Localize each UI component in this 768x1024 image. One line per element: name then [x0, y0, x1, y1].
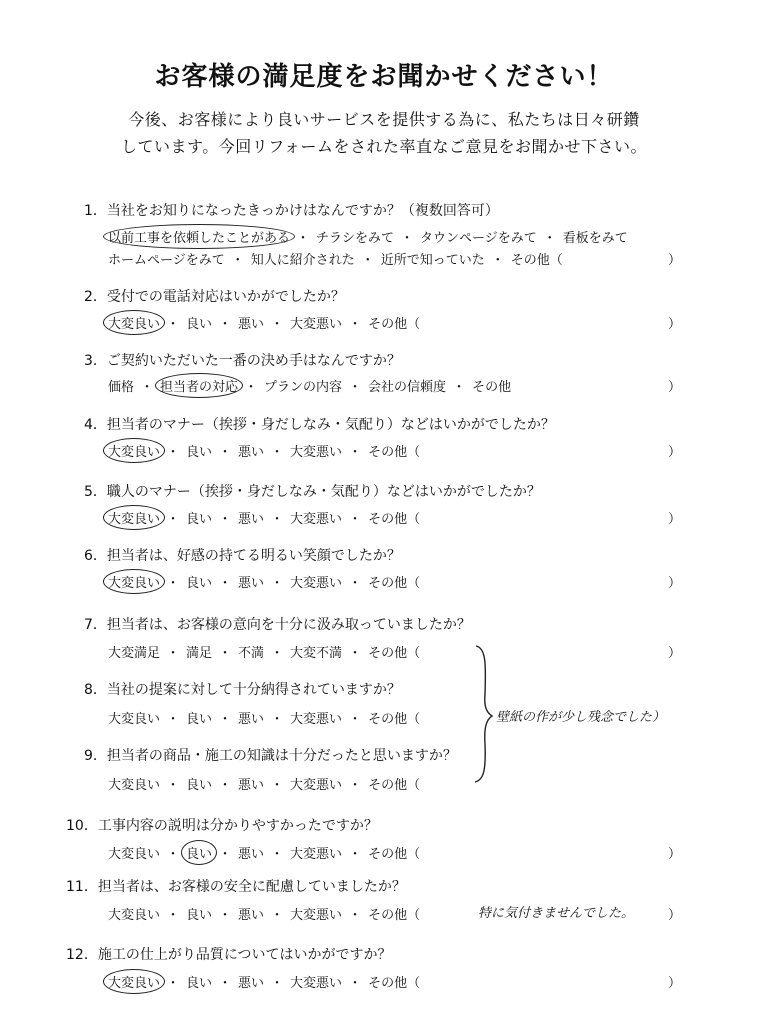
- close-paren: ）: [668, 445, 682, 460]
- close-paren: ）: [668, 253, 682, 268]
- option[interactable]: その他（: [368, 317, 421, 332]
- option[interactable]: 良い: [186, 712, 213, 727]
- options-q9: 大変良い ・ 良い ・ 悪い ・ 大変悪い ・ その他（: [108, 774, 420, 793]
- question-text: 施工の仕上がり品質についてはいかがですか？: [97, 947, 392, 963]
- options-q8: 大変良い ・ 良い ・ 悪い ・ 大変悪い ・ その他（: [108, 708, 420, 727]
- option[interactable]: 良い: [186, 976, 213, 991]
- option[interactable]: 価格: [108, 380, 135, 395]
- option-circled[interactable]: 担当者の対応: [160, 376, 238, 395]
- option[interactable]: 満足: [186, 646, 213, 661]
- option-circled[interactable]: 大変良い: [108, 972, 160, 991]
- option[interactable]: 大変悪い: [290, 976, 343, 991]
- option[interactable]: 悪い: [238, 317, 265, 332]
- option[interactable]: その他（: [510, 253, 563, 268]
- option[interactable]: 大変悪い: [290, 445, 343, 460]
- options-q1-line2: ホームページをみて ・ 知人に紹介された ・ 近所で知っていた ・ その他（: [108, 249, 563, 268]
- question-text: 担当者は、お客様の安全に配慮していましたか？: [97, 879, 406, 895]
- question-text: 担当者は、好感の持てる明るい笑顔でしたか？: [106, 548, 401, 564]
- question-text: 工事内容の説明は分かりやすかったですか？: [97, 818, 378, 834]
- option-circled[interactable]: 良い: [186, 843, 212, 862]
- question-4: [84, 414, 555, 434]
- close-paren: ）: [668, 908, 682, 923]
- option[interactable]: 近所で知っていた: [380, 253, 485, 268]
- option[interactable]: 大変良い: [108, 908, 161, 923]
- option[interactable]: 良い: [186, 445, 213, 460]
- question-text: 担当者の商品・施工の知識は十分だったと思いますか？: [106, 748, 457, 764]
- option[interactable]: 会社の信頼度: [368, 380, 447, 395]
- question-number: 11．: [66, 879, 98, 895]
- option[interactable]: 看板をみて: [562, 231, 628, 246]
- options-q5: 大変良い ・ 良い ・ 悪い ・ 大変悪い ・ その他（: [108, 508, 420, 527]
- option[interactable]: チラシをみて: [316, 231, 395, 246]
- intro-line-1: 今後、お客様により良いサービスを提供する為に、私たちは日々研鑽: [128, 110, 640, 129]
- option[interactable]: 悪い: [238, 445, 265, 460]
- question-number: 10．: [66, 818, 98, 834]
- option[interactable]: 大変悪い: [290, 317, 343, 332]
- question-text: 担当者のマナー（挨拶・身だしなみ・気配り）などはいかがでしたか？: [106, 417, 555, 433]
- option[interactable]: 大変悪い: [290, 576, 343, 591]
- question-9: [84, 745, 457, 765]
- options-q2: 大変良い ・ 良い ・ 悪い ・ 大変悪い ・ その他（: [108, 313, 420, 332]
- option-circled[interactable]: 大変良い: [108, 441, 160, 460]
- option[interactable]: 悪い: [238, 976, 265, 991]
- handwritten-comment-q11: 特に気付きませんでした。: [478, 906, 635, 921]
- option[interactable]: 悪い: [238, 712, 265, 727]
- option[interactable]: その他（: [368, 445, 421, 460]
- question-6: [84, 545, 401, 565]
- question-text: 職人のマナー（挨拶・身だしなみ・気配り）などはいかがでしたか？: [106, 484, 541, 500]
- option[interactable]: 知人に紹介された: [250, 253, 355, 268]
- option[interactable]: 悪い: [238, 576, 265, 591]
- option[interactable]: 悪い: [238, 778, 265, 793]
- option[interactable]: 大変悪い: [290, 847, 343, 862]
- question-text: 受付での電話対応はいかがでしたか？: [106, 289, 345, 305]
- question-number: 1．: [84, 203, 107, 219]
- close-paren: ）: [668, 512, 682, 527]
- option[interactable]: 悪い: [238, 908, 265, 923]
- option[interactable]: 大変悪い: [290, 712, 343, 727]
- options-q6: 大変良い ・ 良い ・ 悪い ・ 大変悪い ・ その他（: [108, 572, 420, 591]
- option-circled[interactable]: 大変良い: [108, 572, 160, 591]
- question-text: 当社をお知りになったきっかけはなんですか？（複数回答可）: [106, 203, 499, 219]
- option[interactable]: タウンページをみて: [420, 231, 537, 246]
- close-paren: ）: [668, 380, 682, 395]
- option[interactable]: 大変悪い: [290, 908, 343, 923]
- close-paren: ）: [668, 576, 682, 591]
- option[interactable]: 良い: [186, 317, 213, 332]
- option[interactable]: その他: [472, 380, 512, 395]
- question-text: ご契約いただいた一番の決め手はなんですか？: [106, 353, 401, 369]
- options-q3: 価格 ・ 担当者の対応 ・ プランの内容 ・ 会社の信頼度 ・ その他: [108, 376, 511, 395]
- option[interactable]: 大変悪い: [290, 512, 343, 527]
- page-title: お客様の満足度をお聞かせください！: [154, 62, 614, 92]
- option[interactable]: 大変良い: [108, 712, 161, 727]
- option[interactable]: 大変不満: [290, 646, 343, 661]
- option[interactable]: 大変悪い: [290, 778, 343, 793]
- option[interactable]: 悪い: [238, 512, 265, 527]
- question-number: 7．: [84, 617, 107, 633]
- option[interactable]: その他（: [368, 512, 421, 527]
- question-number: 4．: [84, 417, 107, 433]
- question-text: 当社の提案に対して十分納得されていますか？: [106, 682, 401, 698]
- intro-line-2: しています。今回リフォームをされた率直なご意見をお聞かせ下さい。: [121, 137, 647, 156]
- question-number: 8．: [84, 682, 107, 698]
- question-3: [84, 350, 401, 370]
- question-number: 9．: [84, 748, 107, 764]
- question-text: 担当者は、お客様の意向を十分に汲み取っていましたか？: [106, 617, 471, 633]
- question-11: [66, 876, 406, 896]
- option[interactable]: 大変良い: [108, 847, 161, 862]
- option[interactable]: その他（: [368, 646, 421, 661]
- options-q12: 大変良い ・ 良い ・ 悪い ・ 大変悪い ・ その他（: [108, 972, 420, 991]
- question-1: [84, 200, 499, 220]
- option[interactable]: 悪い: [238, 847, 265, 862]
- option[interactable]: 良い: [186, 576, 213, 591]
- close-paren: ）: [668, 646, 682, 661]
- option[interactable]: その他（: [368, 576, 421, 591]
- question-2: [84, 286, 345, 306]
- options-q7: 大変満足 ・ 満足 ・ 不満 ・ 大変不満 ・ その他（: [108, 642, 420, 661]
- question-number: 2．: [84, 289, 107, 305]
- option[interactable]: ホームページをみて: [108, 253, 225, 268]
- option[interactable]: 大変満足: [108, 646, 161, 661]
- options-q4: 大変良い ・ 良い ・ 悪い ・ 大変悪い ・ その他（: [108, 441, 420, 460]
- option[interactable]: その他（: [368, 976, 421, 991]
- close-paren: ）: [668, 317, 682, 332]
- option[interactable]: その他（: [368, 847, 421, 862]
- option[interactable]: 良い: [186, 908, 213, 923]
- question-number: 12．: [66, 947, 98, 963]
- option[interactable]: その他（: [368, 778, 421, 793]
- option-circled[interactable]: 以前工事を依頼したことがある: [108, 227, 290, 246]
- option[interactable]: 良い: [186, 512, 213, 527]
- question-10: [66, 815, 378, 835]
- question-number: 6．: [84, 548, 107, 564]
- option[interactable]: 不満: [238, 646, 265, 661]
- option[interactable]: その他（: [368, 712, 421, 727]
- option-circled[interactable]: 大変良い: [108, 313, 160, 332]
- question-number: 5．: [84, 484, 107, 500]
- question-7: [84, 614, 471, 634]
- close-paren: ）: [668, 976, 682, 991]
- option[interactable]: プランの内容: [264, 380, 343, 395]
- handwritten-comment-q7-9: 壁紙の作が少し残念でした）: [496, 710, 666, 725]
- options-q10: 大変良い ・ 良い ・ 悪い ・ 大変悪い ・ その他（: [108, 843, 420, 862]
- option[interactable]: その他（: [368, 908, 421, 923]
- question-number: 3．: [84, 353, 107, 369]
- options-q1-line1: 以前工事を依頼したことがある ・ チラシをみて ・ タウンページをみて ・ 看板をみて: [108, 227, 628, 246]
- question-12: [66, 944, 392, 964]
- question-8: [84, 679, 401, 699]
- options-q11: 大変良い ・ 良い ・ 悪い ・ 大変悪い ・ その他（: [108, 904, 420, 923]
- option-circled[interactable]: 大変良い: [108, 508, 160, 527]
- question-5: [84, 481, 541, 501]
- close-paren: ）: [668, 847, 682, 862]
- option[interactable]: 大変良い: [108, 778, 161, 793]
- option[interactable]: 良い: [186, 778, 213, 793]
- handwritten-brace: [472, 644, 496, 784]
